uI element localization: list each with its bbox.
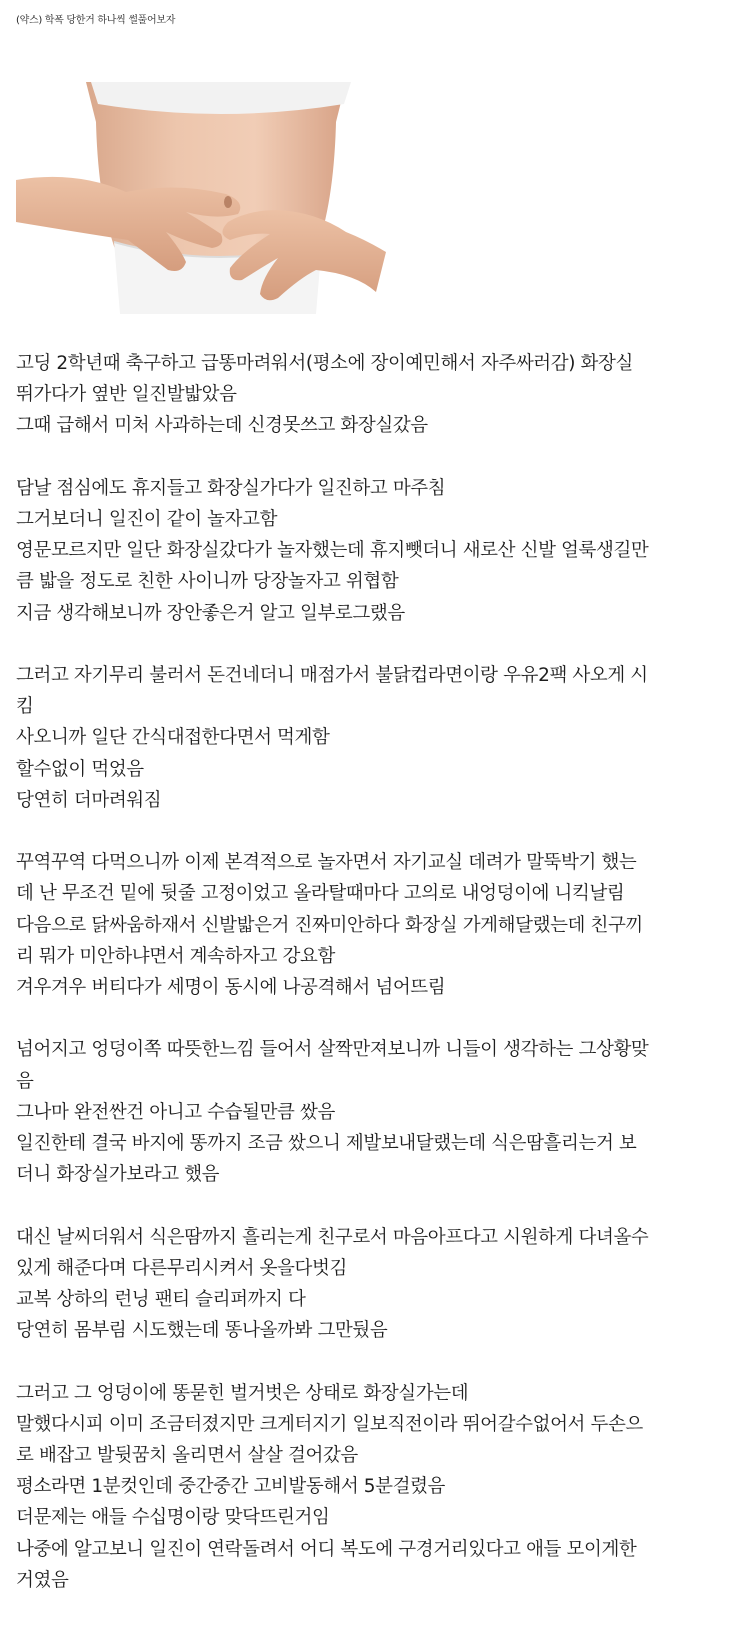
text-line: 뛰가다가 옆반 일진발밟았음	[16, 384, 237, 406]
text-line: 넘어지고 엉덩이쪽 따뜻한느낌 들어서 살짝만져보니까 니들이 생각하는 그상황맞	[16, 1039, 649, 1061]
text-line: 거였음	[16, 1569, 69, 1591]
text-line: 그거보더니 일진이 같이 놀자고함	[16, 509, 278, 530]
text-line: 말했다시피 이미 조금터졌지만 크게터지기 일보직전이라 뛰어갈수없어서 두손으	[16, 1413, 643, 1435]
text-line: 대신 날씨더워서 식은땀까지 흘리는게 친구로서 마음아프다고 시원하게 다녀올수	[16, 1226, 649, 1248]
text-line: 평소라면 1분컷인데 중간중간 고비발동해서 5분걸렸음	[16, 1476, 446, 1498]
text-line: 일진한테 결국 바지에 똥까지 조금 쌌으니 제발보내달랬는데 식은땀흘리는거 보	[16, 1133, 637, 1155]
paragraph	[16, 473, 706, 629]
text-line: 그러고 자기무리 불러서 돈건네더니 매점가서 불닭컵라면이랑 우유2팩 사오게 시	[16, 665, 648, 686]
text-line: 사오니까 일단 간식대접한다면서 먹게함	[16, 727, 330, 749]
text-line: 교복 상하의 런닝 팬티 슬리퍼까지 다	[16, 1289, 306, 1311]
text-line: 담날 점심에도 휴지들고 화장실가다가 일진하고 마주침	[16, 477, 446, 499]
text-line: 고딩 2학년때 축구하고 급똥마려워서(평소에 장이예민해서 자주싸러감) 화장실	[16, 353, 633, 374]
paragraph	[16, 1222, 706, 1347]
text-line: 음	[16, 1070, 34, 1092]
text-line: 영문모르지만 일단 화장실갔다가 놀자했는데 휴지뺏더니 새로산 신발 얼룩생길만	[16, 540, 649, 562]
post-title: (약스) 학폭 당한거 하나씩 썰풀어보자	[16, 15, 176, 26]
text-line: 그때 급해서 미처 사과하는데 신경못쓰고 화장실갔음	[16, 415, 428, 437]
text-line: 더니 화장실가보라고 했음	[16, 1164, 220, 1186]
text-line: 있게 해준다며 다른무리시켜서 옷을다벗김	[16, 1257, 347, 1279]
text-line: 리 뭐가 미안하냐면서 계속하자고 강요함	[16, 945, 335, 967]
text-line: 나중에 알고보니 일진이 연락돌려서 어디 복도에 구경거리있다고 애들 모이게한	[16, 1538, 637, 1560]
abdomen-photo	[16, 82, 426, 314]
abdomen-photo-illustration	[16, 82, 426, 314]
paragraph	[16, 847, 706, 1003]
paragraph	[16, 1378, 706, 1596]
text-line: 겨우겨우 버티다가 세명이 동시에 나공격해서 넘어뜨림	[16, 977, 446, 999]
text-line: 큼 밟을 정도로 친한 사이니까 당장놀자고 위협함	[16, 571, 399, 593]
text-line: 더문제는 애들 수십명이랑 맞닥뜨린거임	[16, 1507, 330, 1529]
text-line: 다음으로 닭싸움하재서 신발밟은거 진짜미안하다 화장실 가게해달랬는데 친구끼	[16, 914, 643, 936]
paragraph	[16, 1034, 706, 1190]
text-line: 당연히 더마려워짐	[16, 789, 162, 811]
text-line: 꾸역꾸역 다먹으니까 이제 본격적으로 놀자면서 자기교실 데려가 말뚝박기 했는	[16, 852, 637, 874]
text-line: 그러고 그 엉덩이에 똥묻힌 벌거벗은 상태로 화장실가는데	[16, 1382, 469, 1404]
text-line: 킴	[16, 696, 34, 718]
text-line: 지금 생각해보니까 장안좋은거 알고 일부로그랬음	[16, 602, 405, 624]
text-line: 당연히 몸부림 시도했는데 똥나올까봐 그만뒀음	[16, 1320, 388, 1342]
text-line: 그나마 완전싼건 아니고 수습될만큼 쌌음	[16, 1101, 335, 1123]
text-line: 로 배잡고 발뒷꿈치 올리면서 살살 걸어갔음	[16, 1445, 358, 1467]
text-line: 데 난 무조건 밑에 뒷줄 고정이었고 올라탈때마다 고의로 내엉덩이에 니킥날림	[16, 883, 625, 905]
paragraph	[16, 660, 706, 816]
paragraph	[16, 348, 706, 442]
text-line: 할수없이 먹었음	[16, 758, 144, 780]
post-body	[16, 348, 706, 1596]
